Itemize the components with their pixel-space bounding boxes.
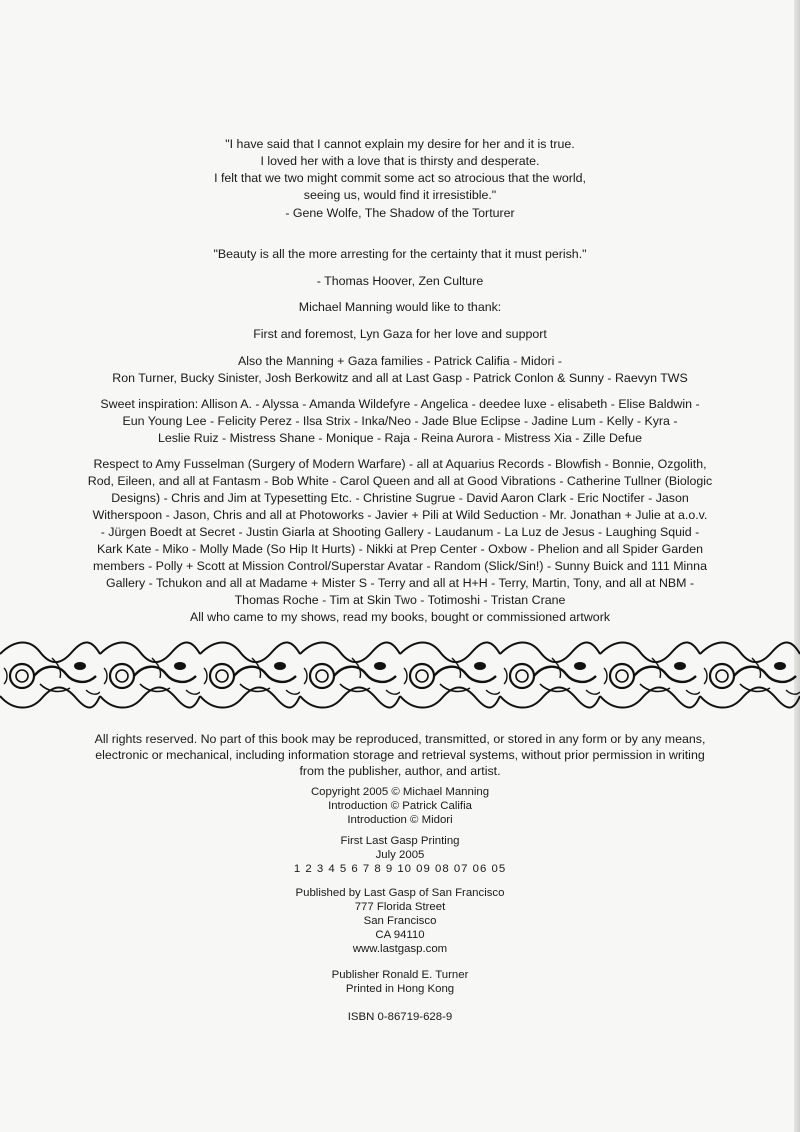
printing-block	[200, 834, 600, 876]
thanks-line: Eun Young Lee - Felicity Perez - Ilsa Strix - Inka/Neo - Jade Blue Eclipse - Jadine Lum - Kelly - Kyra -	[122, 414, 678, 428]
printing-number-line: 1 2 3 4 5 6 7 8 9 10 09 08 07 06 05	[293, 863, 507, 875]
printing-line: First Last Gasp Printing	[340, 835, 460, 847]
publisher-line: CA 94110	[375, 929, 425, 941]
thanks-line: Respect to Amy Fusselman (Surgery of Modern Warfare) - all at Aquarius Records - Blowfish - Bonnie, Ozgolith,	[93, 457, 707, 471]
thanks-line: Gallery - Tchukon and all at Madame + Mister S - Terry and all at H+H - Terry, Martin, Tony, and all at NBM -	[105, 576, 695, 590]
ornamental-border-illustration	[0, 634, 800, 716]
thanks-line: Thomas Roche - Tim at Skin Two - Totimoshi - Tristan Crane	[234, 593, 566, 607]
publisher-line: 777 Florida Street	[354, 901, 446, 913]
rights-line: electronic or mechanical, including information storage and retrieval systems, without prior permission in writing	[95, 748, 705, 762]
thanks-heading: Michael Manning would like to thank:	[298, 300, 502, 314]
rights-notice	[40, 731, 760, 779]
thanks-line: Sweet inspiration: Allison A. - Alyssa - Amanda Wildefyre - Angelica - deedee luxe - elisabeth - Elise Baldwin -	[100, 397, 700, 411]
printer-block	[200, 968, 600, 996]
printing-line: July 2005	[375, 849, 425, 861]
quote-line: I loved her with a love that is thirsty and desperate.	[260, 154, 540, 168]
publisher-line: San Francisco	[363, 915, 437, 927]
thanks-line: Designs) - Chris and Jim at Typesetting Etc. - Christine Sugrue - David Aaron Clark - Eric Noctifer - Jason	[111, 491, 689, 505]
thanks-line: Also the Manning + Gaza families - Patrick Califia - Midori -	[238, 354, 562, 368]
thanks-line: Kark Kate - Miko - Molly Made (So Hip It Hurts) - Nikki at Prep Center - Oxbow - Phelion and all Spider Garden	[97, 542, 703, 556]
thanks-line: members - Polly + Scott at Mission Control/Superstar Avatar - Random (Slick/Sin!) - Sunny Buick and 111 Minna	[93, 559, 707, 573]
thanks-first: First and foremost, Lyn Gaza for her love and support	[253, 327, 547, 341]
thanks-line: - Jürgen Boedt at Secret - Justin Giarla at Shooting Gallery - Laudanum - La Luz de Jesus - Laughing Squid -	[100, 525, 700, 539]
publisher-block	[200, 886, 600, 956]
epigraph-wolfe	[60, 136, 740, 204]
rights-line: All rights reserved. No part of this book may be reproduced, transmitted, or stored in any form or by any means,	[94, 732, 706, 746]
quote-line: seeing us, would find it irresistible."	[303, 188, 497, 202]
quote-line: "I have said that I cannot explain my desire for her and it is true.	[225, 137, 575, 151]
thanks-line: Ron Turner, Bucky Sinister, Josh Berkowitz and all at Last Gasp - Patrick Conlon & Sunny - Raevyn TWS	[112, 371, 688, 385]
printer-line: Publisher Ronald E. Turner	[331, 969, 469, 981]
copyright-line: Introduction © Midori	[347, 814, 453, 826]
thanks-respect	[40, 456, 760, 626]
quote-attribution-wolfe: - Gene Wolfe, The Shadow of the Torturer	[285, 206, 515, 220]
epigraph-hoover: "Beauty is all the more arresting for the certainty that it must perish."	[213, 247, 587, 261]
thanks-inspiration	[60, 396, 740, 447]
publisher-line: Published by Last Gasp of San Francisco	[295, 887, 505, 899]
page-edge-shadow	[794, 0, 800, 1132]
thanks-line: Witherspoon - Jason, Chris and all at Photoworks - Javier + Pili at Wild Seduction - Mr. Jonathan + Julie at a.o.v.	[92, 508, 708, 522]
thanks-line: Rod, Eileen, and all at Fantasm - Bob White - Carol Queen and all at Good Vibrations - Catherine Tullner (Biologic	[87, 474, 713, 488]
copyright-line: Copyright 2005 © Michael Manning	[310, 786, 490, 798]
quote-attribution-hoover: - Thomas Hoover, Zen Culture	[316, 274, 484, 288]
publisher-website: www.lastgasp.com	[352, 943, 448, 955]
thanks-closing: All who came to my shows, read my books, bought or commissioned artwork	[189, 610, 611, 624]
thanks-line: Leslie Ruiz - Mistress Shane - Monique - Raja - Reina Aurora - Mistress Xia - Zille Defue	[157, 431, 643, 445]
isbn: ISBN 0-86719-628-9	[347, 1011, 453, 1023]
copyright-line: Introduction © Patrick Califia	[328, 800, 472, 812]
copyright-block	[200, 785, 600, 827]
printer-line: Printed in Hong Kong	[345, 983, 455, 995]
thanks-also	[60, 353, 740, 387]
quote-line: I felt that we two might commit some act so atrocious that the world,	[214, 171, 586, 185]
rights-line: from the publisher, author, and artist.	[299, 764, 501, 778]
